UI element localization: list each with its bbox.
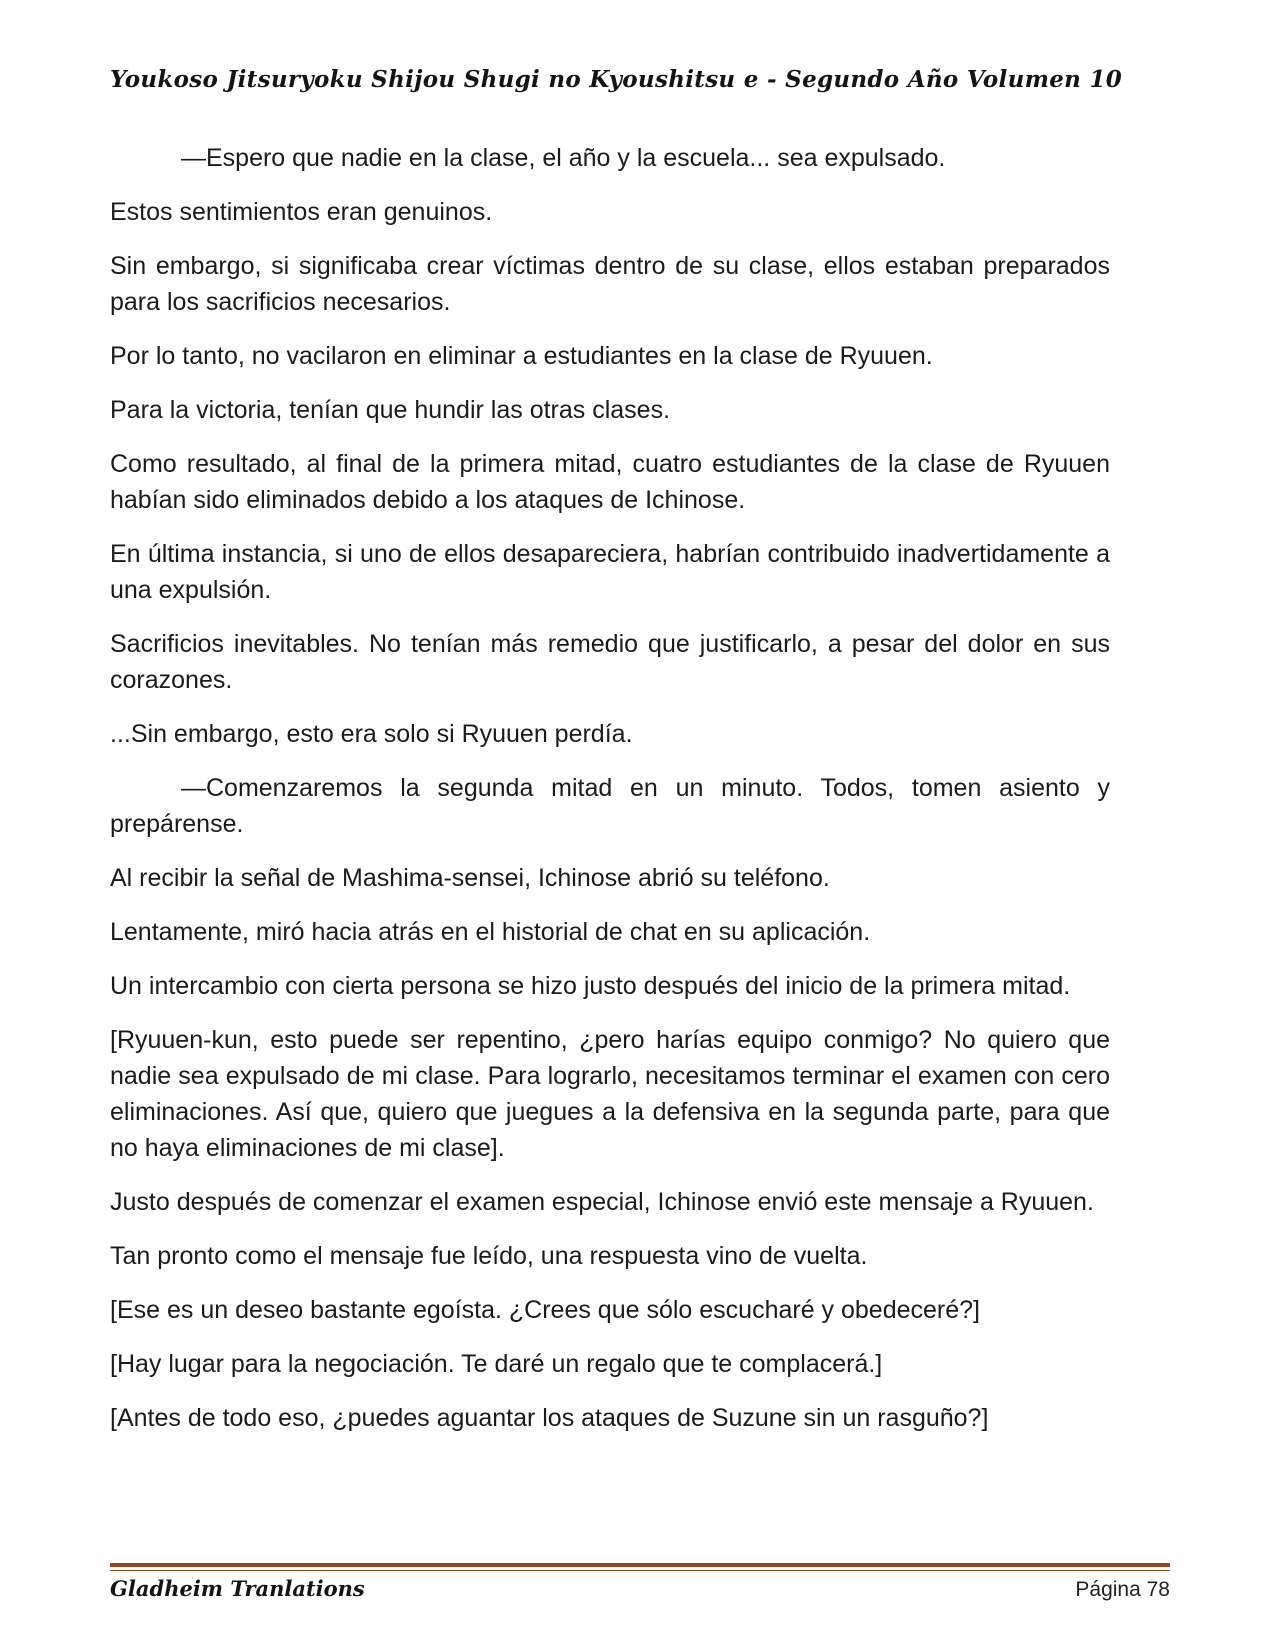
paragraph: [Hay lugar para la negociación. Te daré un regalo que te complacerá.] xyxy=(110,1350,883,1378)
footer-divider xyxy=(110,1563,1170,1571)
translator-credit: Gladheim Tranlations xyxy=(110,1576,365,1601)
paragraph: Un intercambio con cierta persona se hizo justo después del inicio de la primera mitad. xyxy=(110,972,1071,1000)
paragraph: Por lo tanto, no vacilaron en eliminar a estudiantes en la clase de Ryuuen. xyxy=(110,342,933,370)
paragraph: Sin embargo, si significaba crear víctimas dentro de su clase, ellos estaban preparados para los sacrificios necesarios. xyxy=(110,252,1110,316)
paragraph: Como resultado, al final de la primera mitad, cuatro estudiantes de la clase de Ryuuen habían sido eliminados debido a los ataques de Ichinose. xyxy=(110,450,1110,514)
document-body xyxy=(110,140,1110,1454)
paragraph: En última instancia, si uno de ellos desapareciera, habrían contribuido inadvertidamente a una expulsión. xyxy=(110,540,1110,604)
paragraph: —Espero que nadie en la clase, el año y la escuela... sea expulsado. xyxy=(181,144,946,172)
paragraph: Al recibir la señal de Mashima-sensei, Ichinose abrió su teléfono. xyxy=(110,864,830,892)
paragraph: Estos sentimientos eran genuinos. xyxy=(110,198,493,226)
document-header xyxy=(110,66,1170,93)
page-number: Página 78 xyxy=(1075,1578,1170,1601)
paragraph: Para la victoria, tenían que hundir las otras clases. xyxy=(110,396,671,424)
paragraph: —Comenzaremos la segunda mitad en un minuto. Todos, tomen asiento y prepárense. xyxy=(110,774,1110,838)
paragraph: Tan pronto como el mensaje fue leído, una respuesta vino de vuelta. xyxy=(110,1242,868,1270)
footer-row xyxy=(110,1576,1170,1602)
book-title: Youkoso Jitsuryoku Shijou Shugi no Kyoushitsu e - Segundo Año Volumen 10 xyxy=(110,66,1123,93)
paragraph: [Ryuuen-kun, esto puede ser repentino, ¿pero harías equipo conmigo? No quiero que nadie sea expulsado de mi clase. Para lograrlo, necesitamos terminar el examen con cero eliminaciones. Así que, quiero que juegues a la defensiva en la segunda parte, para que no haya eliminaciones de mi clase]. xyxy=(110,1026,1110,1162)
paragraph-list xyxy=(110,140,1110,1436)
paragraph: Lentamente, miró hacia atrás en el historial de chat en su aplicación. xyxy=(110,918,871,946)
paragraph: Justo después de comenzar el examen especial, Ichinose envió este mensaje a Ryuuen. xyxy=(110,1188,1094,1216)
paragraph: ...Sin embargo, esto era solo si Ryuuen perdía. xyxy=(110,720,633,748)
paragraph: [Antes de todo eso, ¿puedes aguantar los ataques de Suzune sin un rasguño?] xyxy=(110,1404,989,1432)
paragraph: [Ese es un deseo bastante egoísta. ¿Crees que sólo escucharé y obedeceré?] xyxy=(110,1296,980,1324)
paragraph: Sacrificios inevitables. No tenían más remedio que justificarlo, a pesar del dolor en sus corazones. xyxy=(110,630,1110,694)
document-footer xyxy=(110,1563,1170,1602)
